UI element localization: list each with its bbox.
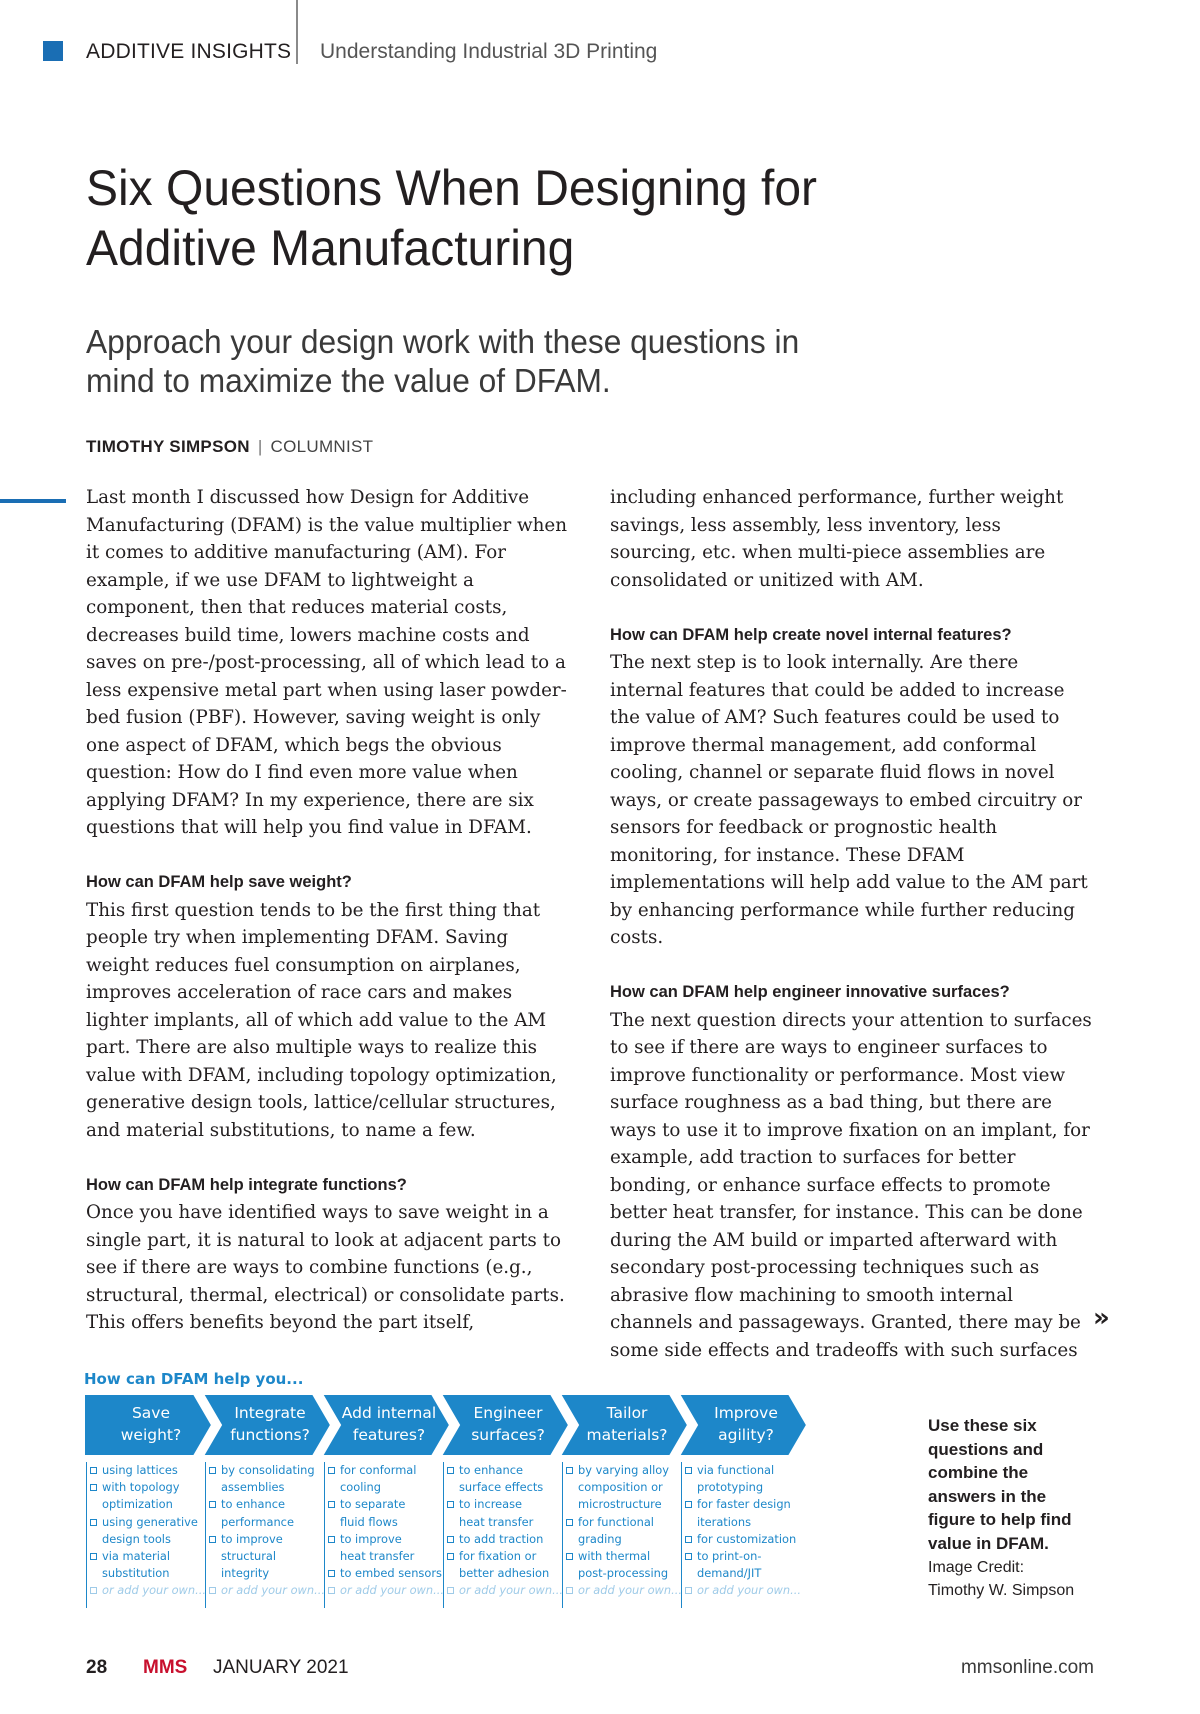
checkbox-icon [685,1587,692,1594]
issue-date: JANUARY 2021 [213,1657,349,1678]
subtitle-line: mind to maximize the value of DFAM. [86,362,611,399]
section-paragraph: Once you have identified ways to save weight in a single part, it is natural to look at adjacent parts to see if there are ways to combine functions (e.g., structural, thermal, electrical) or consolidate parts. This offers benefits beyond the part itself, [86,1202,565,1333]
figure-answer-item: to add traction [444,1531,568,1548]
figure-answer-item: with topology optimization [87,1479,211,1513]
figure-answer-item: using lattices [87,1462,211,1479]
byline-separator: | [257,437,263,456]
section-heading: How can DFAM help engineer innovative surfaces? [610,983,1010,1001]
author-name: TIMOTHY SIMPSON [86,437,250,456]
header-divider [296,0,298,64]
credit-line: Image Credit: [928,1558,1025,1576]
section-heading: How can DFAM help integrate functions? [86,1175,407,1194]
caption-line: value in DFAM. [928,1533,1049,1553]
figure-answer-item: using generative design tools [87,1514,211,1548]
checkbox-icon [209,1587,216,1594]
figure-answer-item: to improve heat transfer [325,1531,449,1565]
section-paragraph: The next question directs your attention to surfaces to see if there are ways to engineer surfaces to improve functionality or performance. Most view surface roughness as a bad thing, but there are ways to use it to improve fixation on an implant, for example, add traction to surfaces for better bonding, or enhance surface effects to promote better heat transfer, for instance. This can be done during the AM build or imparted afterward with secondary post-processing techniques such as abrasive flow machining to smooth internal channels and passageways. Granted, there may be some side effects and tradeoffs with such surfaces [610,1009,1092,1361]
section-marker [43,41,63,61]
checkbox-icon [90,1484,97,1491]
caption-text [928,1414,1108,1556]
figure-answer-item: by consolidating assemblies [206,1462,330,1496]
figure-answer-column [324,1462,449,1608]
checkbox-icon [328,1587,335,1594]
credit-line: Timothy W. Simpson [928,1582,1075,1600]
article-subtitle [86,322,854,400]
checkbox-icon [685,1467,692,1474]
caption-line: combine the [928,1463,1029,1483]
figure-answer-item: with thermal post-processing [563,1548,687,1582]
figure-answer-item: to print-on- demand/JIT [682,1548,806,1582]
image-credit [928,1556,1108,1603]
dfam-figure [84,1370,884,1600]
figure-answer-column [86,1462,211,1608]
figure-answer-item: to increase heat transfer [444,1496,568,1530]
column-start-rule [0,499,66,503]
figure-add-own-item: or add your own... [87,1582,211,1599]
checkbox-icon [447,1501,454,1508]
figure-answer-item: to enhance performance [206,1496,330,1530]
checkbox-icon [90,1519,97,1526]
section-heading: How can DFAM help create novel internal features? [610,625,1012,644]
figure-answer-column [562,1462,687,1608]
checkbox-icon [209,1467,216,1474]
checkbox-icon [447,1587,454,1594]
figure-answer-column [205,1462,330,1608]
byline [86,437,373,457]
body-column-right [610,484,1092,1364]
checkbox-icon [90,1553,97,1560]
chevron-label: Integrate functions? [230,1404,310,1444]
website-link[interactable]: mmsonline.com [960,1657,1094,1678]
subtitle-line: Approach your design work with these questions in [86,323,800,360]
figure-answer-item: via material substitution [87,1548,211,1582]
figure-answer-item: for faster design iterations [682,1496,806,1530]
caption-line: figure to help find [928,1510,1072,1530]
checkbox-icon [566,1587,573,1594]
checkbox-icon [90,1587,97,1594]
figure-add-own-item: or add your own... [563,1582,687,1599]
caption-line: answers in the [928,1486,1047,1506]
checkbox-icon [447,1536,454,1543]
figure-add-own-item: or add your own... [444,1582,568,1599]
magazine-brand: MMS [143,1657,188,1678]
section-label: ADDITIVE INSIGHTS [86,40,292,63]
chevron-label: Engineer surfaces? [471,1404,545,1444]
checkbox-icon [209,1501,216,1508]
checkbox-icon [685,1553,692,1560]
caption-line: questions and [928,1439,1044,1459]
figure-answer-item: to enhance surface effects [444,1462,568,1496]
figure-answer-item: to improve structural integrity [206,1531,330,1583]
figure-answer-item: for fixation or better adhesion [444,1548,568,1582]
section-paragraph: The next step is to look internally. Are there internal features that could be added to increase the value of AM? Such features could be used to improve thermal management, add conformal cooling, channel or separate fluid flows in novel ways, or create passageways to embed circuitry or sensors for feedback or prognostic health monitoring, for instance. These DFAM implementations will help add value to the AM part by enhancing performance while further reducing costs. [610,652,1088,948]
continue-arrow-icon: » [1093,1303,1110,1333]
chevron-label: Improve agility? [714,1404,778,1444]
figure-answer-item: via functional prototyping [682,1462,806,1496]
figure-title: How can DFAM help you... [84,1370,304,1388]
figure-answer-item: for conformal cooling [325,1462,449,1496]
checkbox-icon [328,1570,335,1577]
figure-answer-item: to embed sensors [325,1565,449,1582]
section-paragraph: including enhanced performance, further weight savings, less assembly, less inventory, less sourcing, etc. when multi-piece assemblies are consolidated or unitized with AM. [610,487,1064,591]
figure-answer-column [443,1462,568,1608]
intro-paragraph: Last month I discussed how Design for Additive Manufacturing (DFAM) is the value multiplier when it comes to additive manufacturing (AM). For example, if we use DFAM to lightweight a component, then that reduces material costs, decreases build time, lowers machine costs and saves on pre-/post-processing, all of which lead to a less expensive metal part when using laser powder-bed fusion (PBF). However, saving weight is only one aspect of DFAM, which begs the obvious question: How do I find even more value when applying DFAM? In my experience, there are six questions that will help you find value in DFAM. [86,487,568,838]
title-line: Additive Manufacturing [86,220,575,276]
page-number: 28 [86,1657,108,1678]
title-line: Six Questions When Designing for [86,160,818,216]
checkbox-icon [566,1519,573,1526]
checkbox-icon [328,1536,335,1543]
checkbox-icon [566,1553,573,1560]
checkbox-icon [328,1467,335,1474]
checkbox-icon [685,1536,692,1543]
chevron-label: Add internal features? [341,1404,437,1444]
checkbox-icon [447,1467,454,1474]
article-title [86,158,950,278]
checkbox-icon [90,1467,97,1474]
checkbox-icon [447,1553,454,1560]
section-heading: How can DFAM help save weight? [86,873,352,891]
figure-add-own-item: or add your own... [206,1582,330,1599]
figure-answer-item: for customization [682,1531,806,1548]
figure-caption [928,1414,1108,1603]
figure-answer-item: to separate fluid flows [325,1496,449,1530]
chevron-label: Save weight? [120,1404,182,1444]
figure-answer-column [681,1462,806,1608]
figure-add-own-item: or add your own... [682,1582,806,1599]
body-column-left [86,484,568,1337]
author-role: COLUMNIST [270,437,374,456]
caption-line: Use these six [928,1416,1037,1435]
figure-answer-item: by varying alloy composition or microstructure [563,1462,687,1514]
checkbox-icon [685,1501,692,1508]
figure-add-own-item: or add your own... [325,1582,449,1599]
section-paragraph: This first question tends to be the first thing that people try when implementing DFAM. Saving weight reduces fuel consumption on airplanes, improves acceleration of race cars and makes lighter implants, all of which add value to the AM part. There are also multiple ways to realize this value with DFAM, including topology optimization, generative design tools, lattice/cellular structures, and material substitutions, to name a few. [86,899,557,1141]
checkbox-icon [566,1467,573,1474]
checkbox-icon [209,1536,216,1543]
series-label: Understanding Industrial 3D Printing [320,40,658,63]
chevron-label: Tailor materials? [586,1404,668,1444]
figure-answer-item: for functional grading [563,1514,687,1548]
checkbox-icon [328,1501,335,1508]
